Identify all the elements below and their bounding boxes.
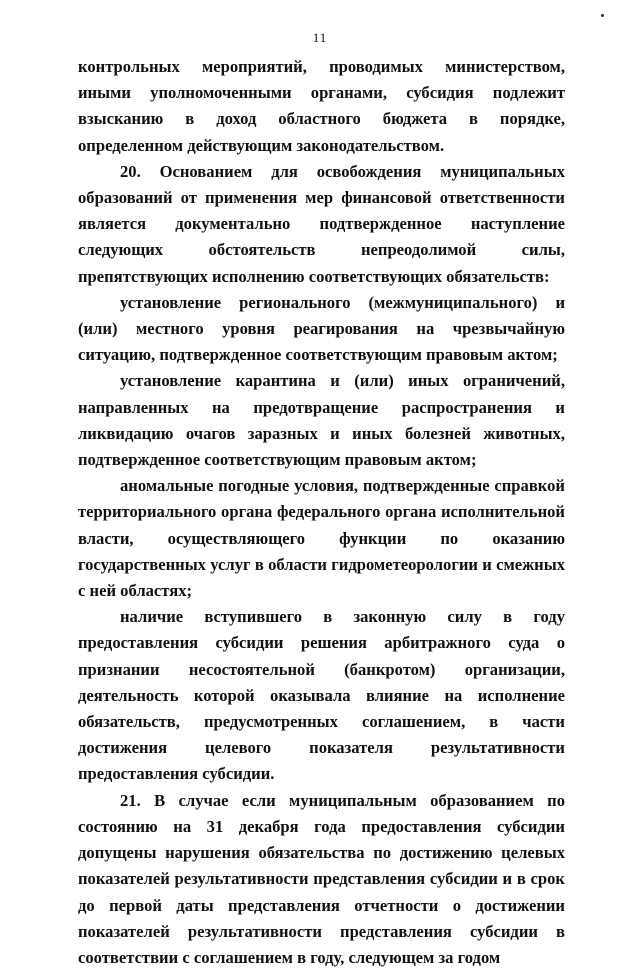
paragraph-weather: аномальные погодные условия, подтвержденные справкой территориального органа федерального органа исполнительной власти, осуществляющего функции по оказанию государственных услуг в области гидрометеорологии и смежных с ней областях; xyxy=(78,476,565,601)
paragraph-continuation: контрольных мероприятий, проводимых министерством, иными уполномоченными органами, субсидия подлежит взысканию в доход областного бюджета в порядке, определенном действующим законодательством. xyxy=(78,57,565,155)
paragraph-21: 21. В случае если муниципальным образованием по состоянию на 31 декабря года предоставления субсидии допущены нарушения обязательства по достижению целевых показателей результативности представления субсидии и в срок до первой даты представления отчетности о достижении показателей результативности представления субсидии в соответствии с соглашением в году, следующем за годом xyxy=(78,790,565,967)
paragraph-20: 20. Основанием для освобождения муниципальных образований от применения мер финансовой ответственности является документально подтвержденное наступление следующих обстоятельств непреодолимой силы, препятствующих исполнению соответствующих обязательств: xyxy=(78,161,565,286)
paragraph-emergency: установление регионального (межмуниципального) и (или) местного уровня реагирования на чрезвычайную ситуацию, подтвержденное соответствующим правовым актом; xyxy=(78,292,565,365)
scan-speck xyxy=(601,14,604,17)
document-body xyxy=(78,54,565,971)
page-number: 11 xyxy=(312,30,328,45)
paragraph-bankruptcy: наличие вступившего в законную силу в году предоставления субсидии решения арбитражного суда о признании несостоятельной (банкротом) организации, деятельность которой оказывала влияние на исполнение обязательств, предусмотренных соглашением, в части достижения целевого показателя результативности предоставления субсидии. xyxy=(78,607,565,784)
paragraph-quarantine: установление карантина и (или) иных ограничений, направленных на предотвращение распространения и ликвидацию очагов заразных и иных болезней животных, подтвержденное соответствующим правовым актом; xyxy=(78,371,565,470)
